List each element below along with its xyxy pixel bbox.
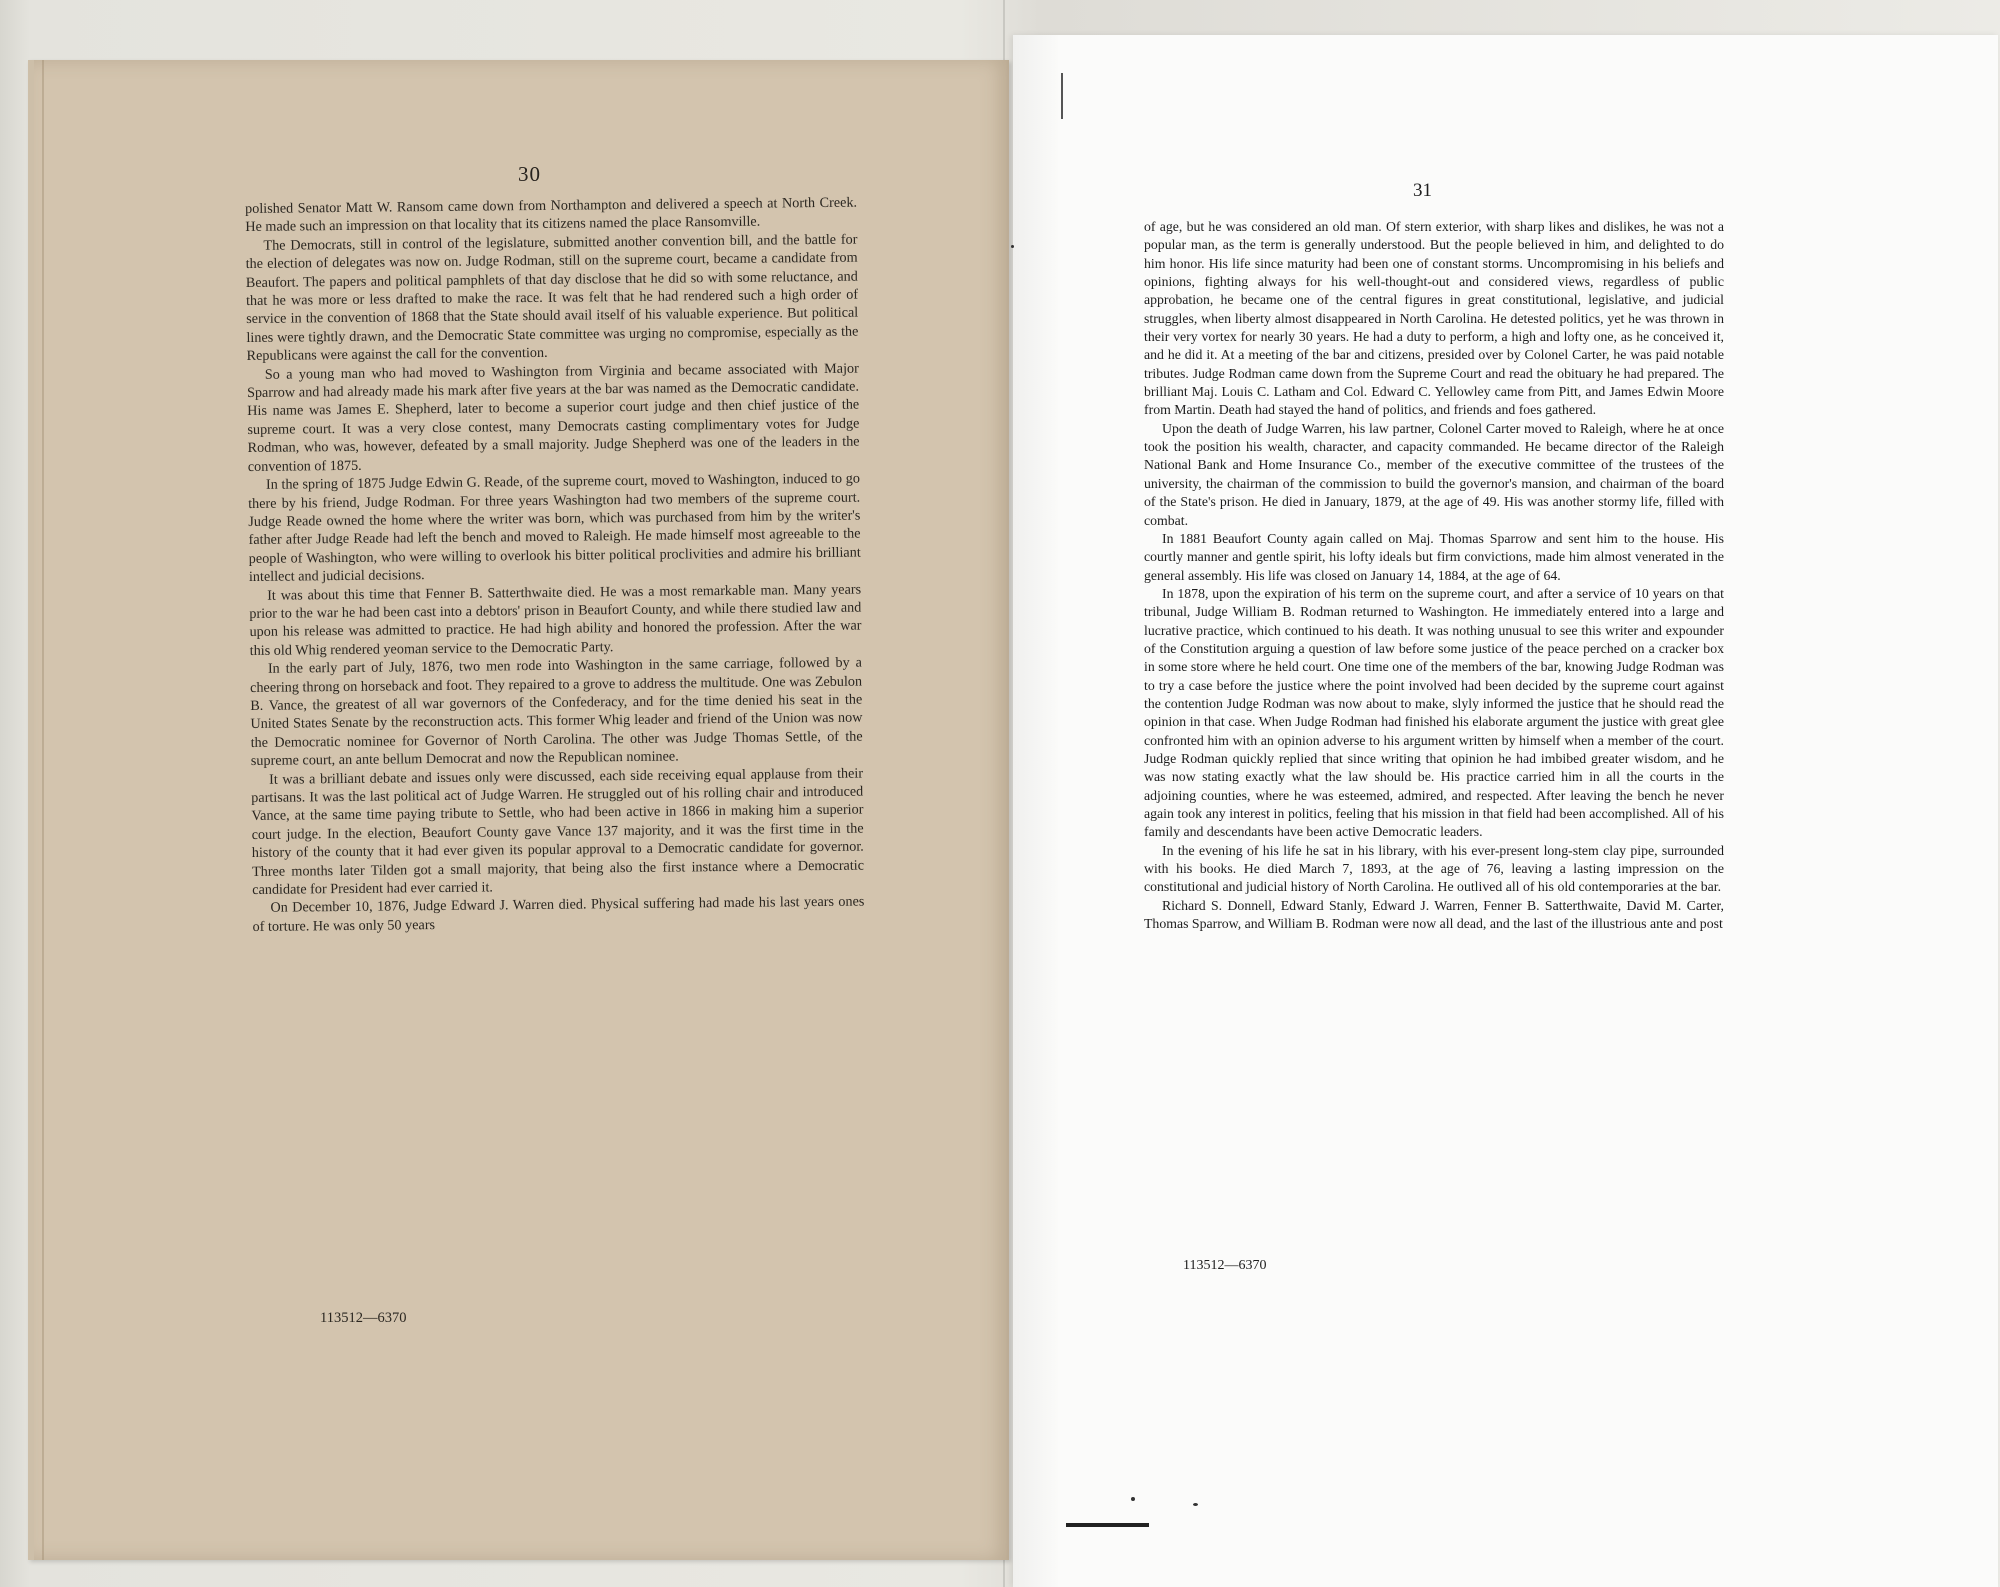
right-page-body <box>1144 218 1724 933</box>
paragraph: In the early part of July, 1876, two men rode into Washington in the same carriage, followed by a cheering throng on horseback and foot. They repaired to a grove to address the multitude. One was Zebulon B. Vance, the greatest of all war governors of the Confederacy, and for the time denied his seat in the United States Senate by the reconstruction acts. This former Whig leader and friend of the Union was now the Democratic nominee for Governor of North Carolina. The other was Judge Thomas Settle, of the supreme court, an ante bellum Democrat and now the Republican nominee. <box>250 654 863 770</box>
page-fold-shadow <box>1013 35 1058 1587</box>
left-page-number: 30 <box>518 162 541 186</box>
paragraph: In 1881 Beaufort County again called on Maj. Thomas Sparrow and sent him to the house. His courtly manner and gentle spirit, his lofty ideals but firm convictions, made him almost venerated in the general assembly. His life was closed on January 14, 1884, at the age of 64. <box>1144 530 1724 583</box>
paragraph: In the evening of his life he sat in his library, with his ever-present long-stem clay pipe, surrounded with his books. He died March 7, 1893, at the age of 76, leaving a lasting impression on the constitutional and judicial history of North Carolina. He outlived all of his old contemporaries at the bar. <box>1144 842 1724 895</box>
right-page-footer: 113512—6370 <box>1183 1258 1267 1273</box>
ink-speck <box>1011 245 1014 248</box>
paragraph: Richard S. Donnell, Edward Stanly, Edward J. Warren, Fenner B. Satterthwaite, David M. Carter, Thomas Sparrow, and William B. Rodman were now all dead, and the last of the illustrious ante and post <box>1144 897 1724 932</box>
bottom-rule <box>1066 1523 1149 1527</box>
margin-mark <box>1061 73 1063 119</box>
paragraph: Upon the death of Judge Warren, his law partner, Colonel Carter moved to Raleigh, where he at once took the position his wealth, character, and capacity commanded. He became director of the Raleigh National Bank and Home Insurance Co., member of the executive committee of the trustees of the university, the chairman of the commission to build the governor's mansion, and chairman of the board of the State's prison. He died in January, 1879, at the age of 49. His was another stormy life, filled with combat. <box>1144 420 1724 528</box>
paragraph: It was a brilliant debate and issues only were discussed, each side receiving equal applause from their partisans. It was the last political act of Judge Warren. He struggled out of his rolling chair and introduced Vance, at the same time paying tribute to Settle, who had been active in 1866 in making him a superior court judge. In the election, Beaufort County gave Vance 137 majority, and it was the first time in the history of the county that it had ever given its popular approval to a Democratic candidate for governor. Three months later Tilden got a small majority, that being also the first instance where a Democratic candidate for President had ever carried it. <box>251 765 865 898</box>
left-page-body <box>245 194 865 937</box>
left-page-footer: 113512—6370 <box>320 1310 407 1326</box>
paragraph: of age, but he was considered an old man. Of stern exterior, with sharp likes and dislikes, he was not a popular man, as the term is generally understood. But the people believed in him, and delighted to do him honor. His life since maturity had been one of constant storms. Uncompromising in his beliefs and opinions, fighting always for his well-thought-out and considered views, regardless of public approbation, he became one of the central figures in great constitutional, legislative, and judicial struggles, when liberty almost disappeared in North Carolina. He detested politics, yet he was thrown in their very vortex for nearly 30 years. He had a duty to perform, a high and lofty one, as he conceived it, and he did it. At a meeting of the bar and citizens, presided over by Colonel Carter, he was paid notable tributes. Judge Rodman came down from the Supreme Court and read the obituary he had prepared. The brilliant Maj. Louis C. Latham and Col. Edward C. Yellowley came from Pitt, and James Edwin Moore from Martin. Death had stayed the hand of politics, and friends and foes gathered. <box>1144 219 1724 418</box>
ink-speck <box>1131 1497 1135 1501</box>
paragraph: The Democrats, still in control of the legislature, submitted another convention bill, and the battle for the election of delegates was now on. Judge Rodman, still on the supreme court, became a candidate from Beaufort. The papers and political pamphlets of that day disclose that he did so with some reluctance, and that he was more or less drafted to make the race. It was felt that he had rendered such a high order of service in the convention of 1868 that the State should avail itself of his valuable experience. But political lines were tightly drawn, and the Democratic State committee was urging no compromise, especially as the Republicans were against the call for the convention. <box>245 231 859 365</box>
paragraph: It was about this time that Fenner B. Satterthwaite died. He was a most remarkable man. Many years prior to the war he had been cast into a debtors' prison in Beaufort County, and while there studied law and upon his release was admitted to practice. He had high ability and honored the profession. After the war this old Whig rendered yeoman service to the Democratic Party. <box>249 581 862 659</box>
right-page-number: 31 <box>1413 180 1432 201</box>
page-edge <box>42 60 44 1560</box>
paragraph: polished Senator Matt W. Ransom came down from Northampton and delivered a speech at North Creek. He made such an impression on that locality that its citizens named the place Ransomville. <box>245 194 858 236</box>
right-page <box>1013 35 1998 1587</box>
paragraph: In the spring of 1875 Judge Edwin G. Reade, of the supreme court, moved to Washington, induced to go there by his friend, Judge Rodman. For three years Washington had two members of the supreme court. Judge Reade owned the home where the writer was born, which was purchased from him by the writer's father after Judge Reade had left the bench and moved to Raleigh. He made himself most agreeable to the people of Washington, who were willing to overlook his bitter political proclivities and admire his brilliant intellect and judicial decisions. <box>248 470 861 586</box>
paragraph: So a young man who had moved to Washington from Virginia and became associated with Major Sparrow and had already made his mark after five years at the bar was named as the Democratic candidate. His name was James E. Shepherd, later to become a superior court judge and then chief justice of the supreme court. It was a very close contest, many Democrats casting complimentary votes for Judge Rodman, who was, however, defeated by a small majority. Judge Shepherd was one of the leaders in the convention of 1875. <box>246 360 860 475</box>
ink-speck <box>1193 1503 1198 1506</box>
paragraph: In 1878, upon the expiration of his term on the supreme court, and after a service of 10 years on that tribunal, Judge William B. Rodman returned to Washington. He immediately entered into a large and lucrative practice, which continued to his death. It was nothing unusual to see this writer and expounder of the Constitution arguing a question of law before some justice of the peace perched on a cracker box in some store where he held court. One time one of the members of the bar, knowing Judge Rodman was to try a case before the justice where the point involved had been decided by the supreme court against the contention Judge Rodman was now about to make, slyly informed the justice that he should read the opinion in that case. When Judge Rodman had finished his elaborate argument the justice with great glee confronted him with an opinion adverse to his argument written by himself when a member of the court. Judge Rodman quickly replied that since writing that opinion he had imbibed greater wisdom, and he was now stating exactly what the law should be. His practice carried him in all the courts in the adjoining counties, where he was esteemed, admired, and respected. After leaving the bench he never again took any interest in politics, feeling that his mission in that field had been accomplished. All of his family and descendants have been active Democratic leaders. <box>1144 585 1724 840</box>
paragraph: On December 10, 1876, Judge Edward J. Warren died. Physical suffering had made his last years ones of torture. He was only 50 years <box>252 893 865 935</box>
